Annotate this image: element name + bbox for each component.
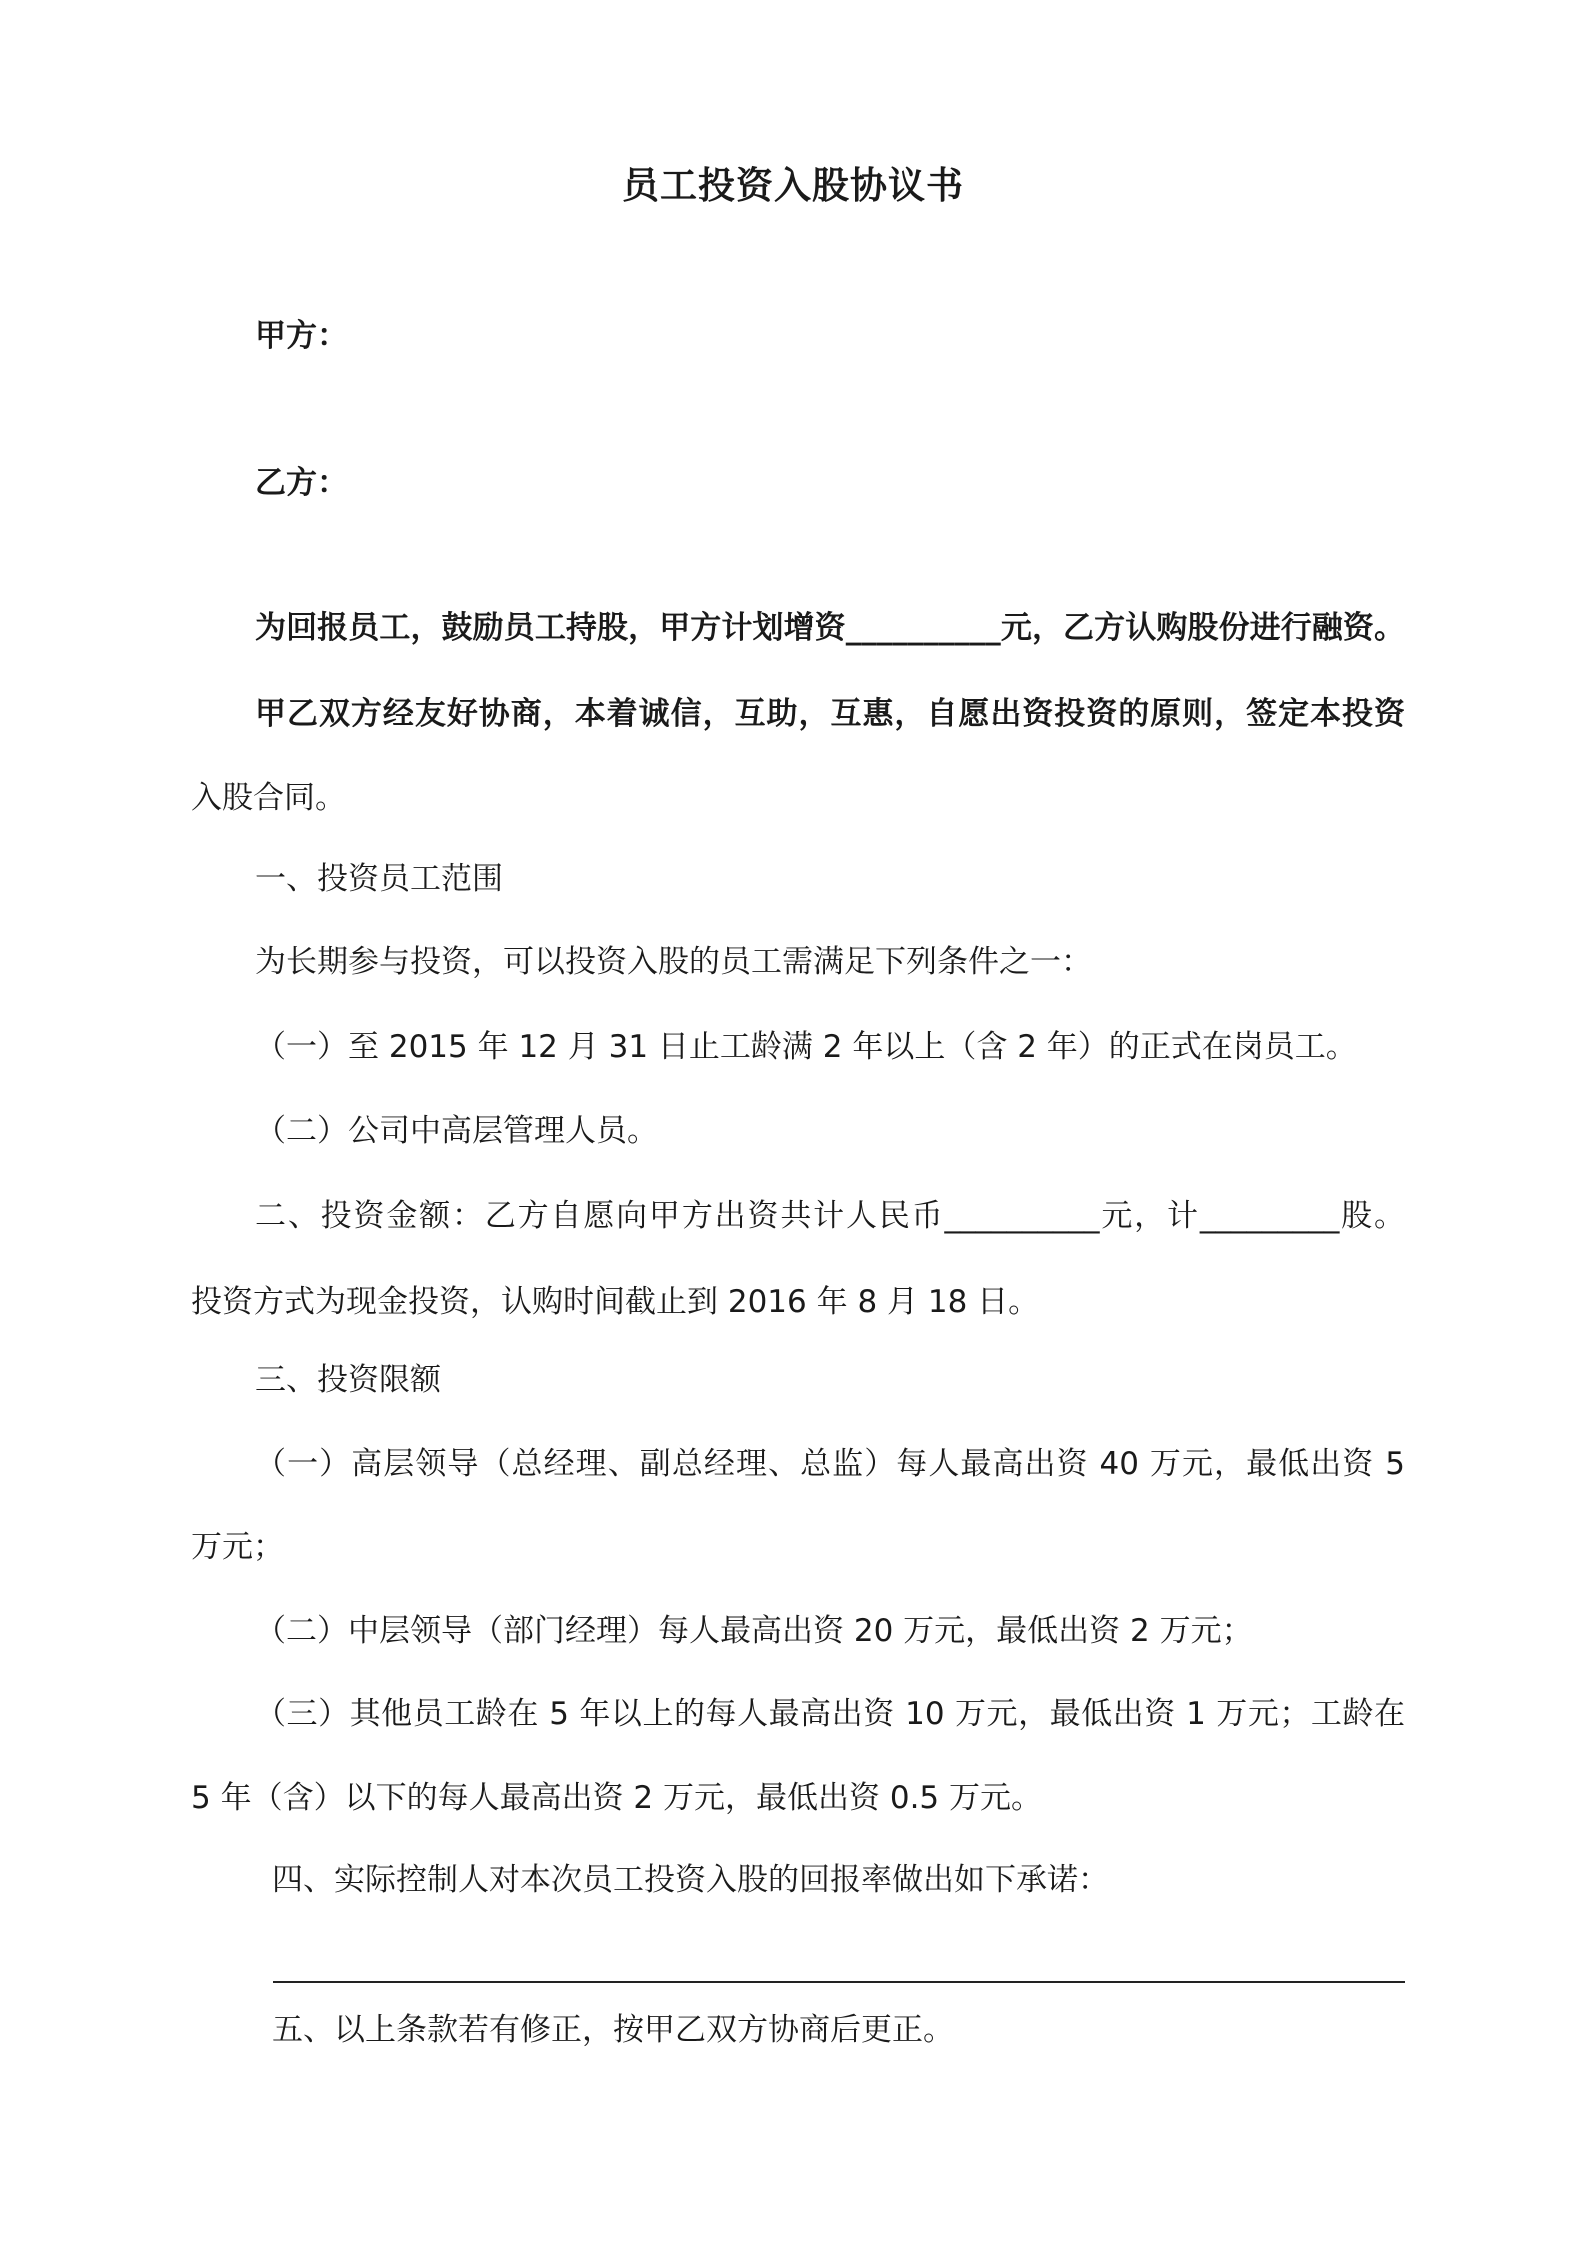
commitment-blank-line (273, 1981, 1405, 1983)
party-a-label: 甲方： (255, 318, 348, 354)
section-5-heading: 五、以上条款若有修正，按甲乙双方协商后更正。 (272, 2012, 954, 2048)
section-1-lead: 为长期参与投资，可以投资入股的员工需满足下列条件之一： (255, 944, 1092, 980)
section-2-line-2: 投资方式为现金投资，认购时间截止到 2016 年 8 月 18 日。 (191, 1284, 1040, 1320)
agreement-paragraph-line-2: 入股合同。 (191, 780, 346, 816)
document-title: 员工投资入股协议书 (622, 164, 964, 207)
agreement-paragraph-line-1: 甲乙双方经友好协商，本着诚信，互助，互惠，自愿出资投资的原则，签定本投资 (255, 696, 1405, 732)
section-3-item-3-line-1: （三）其他员工龄在 5 年以上的每人最高出资 10 万元，最低出资 1 万元；工龄在 (255, 1696, 1405, 1732)
section-1-item-2: （二）公司中高层管理人员。 (255, 1113, 658, 1149)
section-3-item-1-line-2: 万元； (191, 1529, 284, 1565)
section-2-line-1: 二、投资金额：乙方自愿向甲方出资共计人民币__________元，计_________股。 (255, 1198, 1405, 1234)
intro-paragraph: 为回报员工，鼓励员工持股，甲方计划增资__________元，乙方认购股份进行融资。 (255, 610, 1405, 646)
section-3-heading: 三、投资限额 (255, 1362, 441, 1398)
section-3-item-3-line-2: 5 年（含）以下的每人最高出资 2 万元，最低出资 0.5 万元。 (191, 1780, 1043, 1816)
party-b-label: 乙方： (255, 465, 348, 501)
section-3-item-1-line-1: （一）高层领导（总经理、副总经理、总监）每人最高出资 40 万元，最低出资 5 (255, 1446, 1405, 1482)
section-3-item-2: （二）中层领导（部门经理）每人最高出资 20 万元，最低出资 2 万元； (255, 1613, 1253, 1649)
section-1-heading: 一、投资员工范围 (255, 861, 503, 897)
section-1-item-1: （一）至 2015 年 12 月 31 日止工龄满 2 年以上（含 2 年）的正式在岗员工。 (255, 1029, 1357, 1065)
section-4-heading: 四、实际控制人对本次员工投资入股的回报率做出如下承诺： (272, 1862, 1109, 1898)
